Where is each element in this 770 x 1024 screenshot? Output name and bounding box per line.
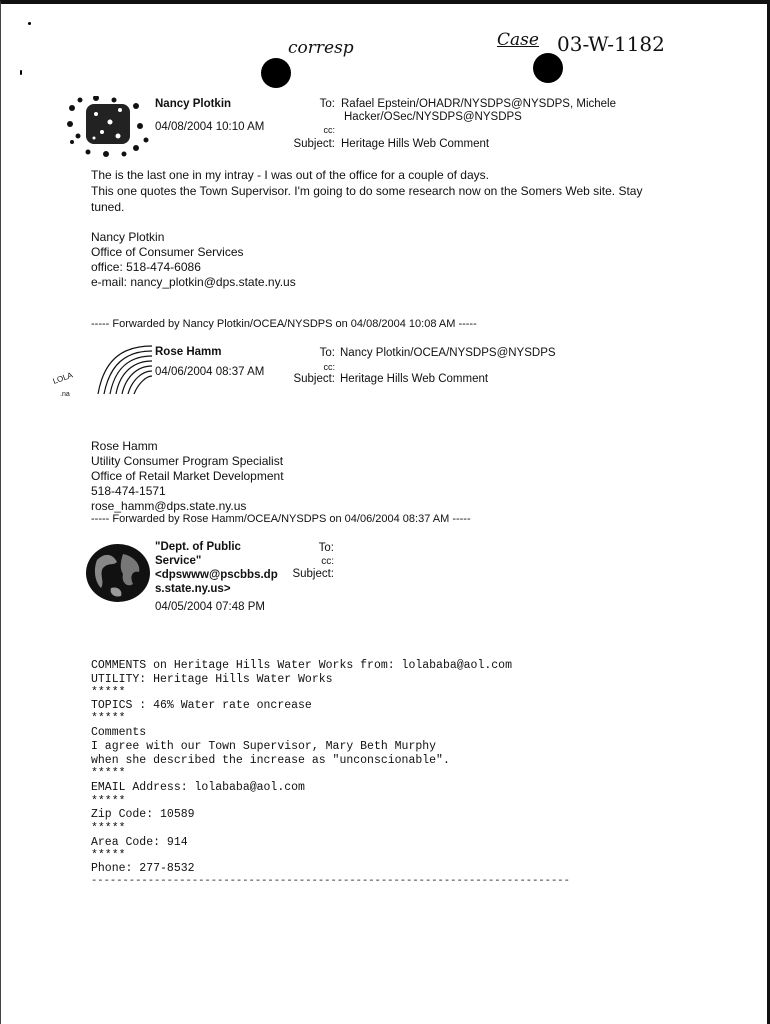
email1-body-line: This one quotes the Town Supervisor. I'm going to do some research now on the Somers Web site. Stay (91, 184, 643, 198)
sender-avatar-nancy (66, 96, 154, 158)
email1-to-label: To: (319, 98, 335, 110)
webform-topics: TOPICS : 46% Water rate oncrease (91, 699, 312, 712)
email2-signature-name: Rose Hamm (91, 439, 158, 453)
email2-signature-line: Utility Consumer Program Specialist (91, 454, 284, 468)
email2-subject: Heritage Hills Web Comment (340, 373, 489, 385)
email3-datetime: 04/05/2004 07:48 PM (155, 601, 265, 613)
email1-signature-line: Office of Consumer Services (91, 245, 244, 259)
email3-sender: Service" (155, 555, 202, 567)
email1-signature-line: office: 518-474-6086 (91, 260, 201, 274)
webform-separator: ***** (91, 822, 126, 835)
email2-cc-label: cc: (323, 362, 335, 372)
webform-area-code: Area Code: 914 (91, 836, 188, 849)
handwritten-corresp: corresp (288, 38, 354, 58)
email3-sender-email: s.state.ny.us> (155, 583, 231, 595)
webform-comment-text: I agree with our Town Supervisor, Mary Beth Murphy (91, 740, 437, 753)
email1-subject-label: Subject: (293, 138, 335, 150)
webform-phone: Phone: 277-8532 (91, 862, 195, 875)
email2-signature-line: 518-474-1571 (91, 484, 166, 498)
email2-to: Nancy Plotkin/OCEA/NYSDPS@NYSDPS (340, 347, 556, 359)
email1-body-line: tuned. (91, 200, 125, 214)
webform-separator: ***** (91, 767, 126, 780)
webform-email: EMAIL Address: lolababa@aol.com (91, 781, 305, 794)
stamp-text: .na (60, 391, 70, 398)
email2-subject-label: Subject: (293, 373, 335, 385)
webform-utility: UTILITY: Heritage Hills Water Works (91, 673, 333, 686)
speck (20, 70, 22, 75)
webform-zip: Zip Code: 10589 (91, 808, 195, 821)
handwritten-case-word: Case (497, 30, 539, 50)
email2-signature-line: Office of Retail Market Development (91, 469, 284, 483)
email2-sender: Rose Hamm (155, 346, 222, 358)
email2-signature-email: rose_hamm@dps.state.ny.us (91, 499, 247, 513)
stamp-text: LOLA (52, 370, 74, 386)
forward-divider-2: ----- Forwarded by Rose Hamm/OCEA/NYSDPS on 04/06/2004 08:37 AM ----- (91, 513, 471, 525)
punch-hole-right (533, 53, 563, 83)
webform-separator: ***** (91, 795, 126, 808)
email1-signature-email: e-mail: nancy_plotkin@dps.state.ny.us (91, 275, 296, 289)
webform-separator: ***** (91, 849, 126, 862)
email1-to: Rafael Epstein/OHADR/NYSDPS@NYSDPS, Michele (341, 98, 616, 110)
webform-separator: ***** (91, 712, 126, 725)
forward-divider-1: ----- Forwarded by Nancy Plotkin/OCEA/NYSDPS on 04/08/2004 10:08 AM ----- (91, 318, 477, 330)
email1-subject: Heritage Hills Web Comment (341, 138, 490, 150)
email1-datetime: 04/08/2004 10:10 AM (155, 121, 265, 133)
email1-cc-label: cc: (323, 125, 335, 135)
email3-cc-label: cc: (321, 556, 334, 567)
webform-comments-header: COMMENTS on Heritage Hills Water Works from: lolababa@aol.com (91, 659, 512, 672)
email3-subject-label: Subject: (292, 568, 334, 580)
webform-comments-label: Comments (91, 726, 147, 739)
email2-to-label: To: (319, 347, 335, 359)
globe-avatar-icon (83, 542, 155, 604)
webform-end-rule: ---------------------------------------------------------------------------- (91, 875, 570, 887)
email1-body-line: The is the last one in my intray - I was out of the office for a couple of days. (91, 168, 489, 182)
punch-hole-left (261, 58, 291, 88)
email3-sender-email: <dpswww@pscbbs.dp (155, 569, 278, 581)
email3-to-label: To: (318, 542, 334, 554)
email1-sender: Nancy Plotkin (155, 98, 232, 110)
email2-datetime: 04/06/2004 08:37 AM (155, 366, 265, 378)
sender-avatar-rose (52, 340, 156, 400)
webform-separator: ***** (91, 686, 126, 699)
email3-sender: "Dept. of Public (155, 541, 241, 553)
speck (28, 22, 31, 25)
email1-to-cont: Hacker/OSec/NYSDPS@NYSDPS (344, 111, 522, 123)
handwritten-case-number: 03-W-1182 (557, 32, 665, 56)
webform-comment-text: when she described the increase as "unconscionable". (91, 754, 450, 767)
email1-signature-name: Nancy Plotkin (91, 230, 165, 244)
